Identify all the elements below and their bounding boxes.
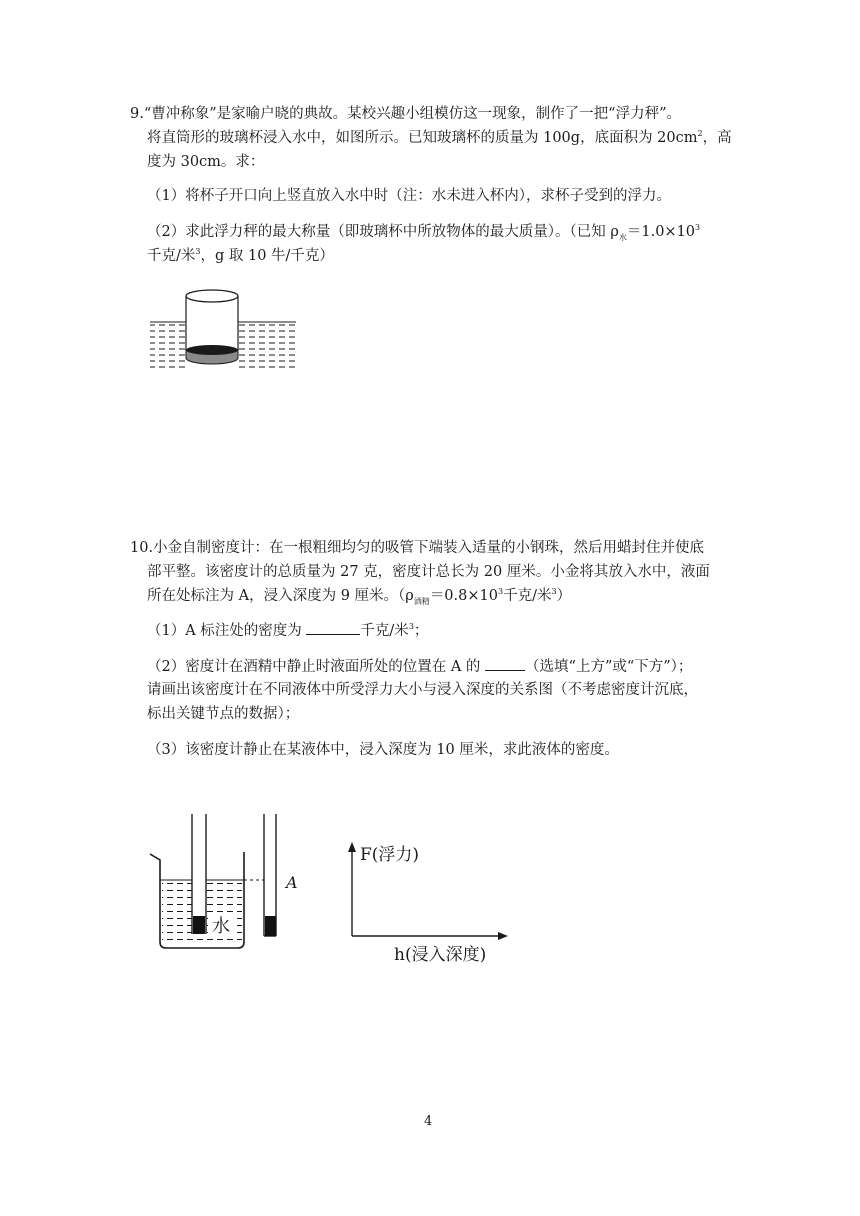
q9-unit: 千克/米 (147, 248, 196, 264)
q10-x-axis-arrow (498, 932, 508, 940)
q10-rho-subscript: 酒精 (413, 596, 430, 606)
q10-part-1 (147, 620, 428, 641)
q9-area-exponent: 2 (697, 129, 703, 139)
q9-rho-value: ＝1.0×10 (626, 224, 696, 240)
q10-part-2-text: （2）密度计在酒精中静止时液面所处的位置在 A 的 (147, 659, 481, 675)
q10-rho-exponent: 3 (497, 587, 504, 597)
q10-part-2-line-2: 请画出该密度计在不同液体中所受浮力大小与浸入深度的关系图（不考虑密度计沉底， (147, 682, 698, 698)
q10-rho-unit-exponent: 3 (551, 587, 557, 597)
q9-cup-rim (186, 290, 238, 302)
q9-line-2-tail: ，高 (702, 130, 732, 146)
q10-water-label: 水 (212, 916, 230, 937)
q10-line-3-close: ） (556, 588, 572, 604)
q10-part-1-text: （1）A 标注处的密度为 (147, 623, 302, 639)
q10-y-axis-arrow (348, 842, 356, 852)
q10-part-3: （3）该密度计静止在某液体中，浸入深度为 10 厘米，求此液体的密度。 (147, 742, 619, 758)
q10-x-axis-label: h(浸入深度) (394, 945, 487, 965)
q9-rho-exponent: 3 (695, 223, 701, 233)
q9-unit-exponent: 3 (195, 247, 201, 257)
page-number: 4 (424, 1114, 433, 1129)
q10-part-2-line-1 (147, 656, 692, 677)
q10-line-3-text: 所在处标注为 A，浸入深度为 9 厘米。（ρ (147, 588, 414, 604)
q10-figure-f-h-axes (340, 836, 520, 966)
q9-rho-subscript: 水 (618, 232, 627, 242)
q10-beaker-hydrometer-weight (193, 916, 205, 934)
q10-rho-value: ＝0.8×10 (429, 588, 498, 604)
q9-line-2 (147, 128, 732, 148)
q9-part-1: （1）将杯子开口向上竖直放入水中时（注：水未进入杯内），求杯子受到的浮力。 (147, 188, 671, 204)
q9-part-2-line-1 (147, 222, 700, 242)
q10-hydrometer-weight (265, 916, 276, 936)
q10-part-1-unit-exponent: 3 (408, 622, 414, 632)
q10-part-2-answer-blank[interactable] (485, 656, 525, 671)
q10-line-1: 10.小金自制密度计：在一根粗细均匀的吸管下端装入适量的小钢珠，然后用蜡封住并使底 (130, 540, 705, 556)
q10-part-2-line-3: 标出关键节点的数据）； (147, 706, 300, 722)
q10-y-axis-label: F(浮力) (360, 845, 420, 865)
q10-rho-unit: 千克/米 (503, 588, 552, 604)
q9-line-3: 度为 30cm。求： (147, 154, 265, 170)
q9-line-2-text: 将直筒形的玻璃杯浸入水中，如图所示。已知玻璃杯的质量为 100g，底面积为 20cm (147, 130, 698, 146)
q10-mark-a: A (286, 873, 298, 892)
q9-part-2-text: （2）求此浮力秤的最大称量（即玻璃杯中所放物体的最大质量）。（已知 ρ (147, 224, 619, 240)
q9-g-value: ，g 取 10 牛/千克） (200, 248, 334, 264)
q10-line-2: 部平整。该密度计的总质量为 27 克，密度计总长为 20 厘米。小金将其放入水中，液面 (147, 564, 710, 580)
q10-line-3 (147, 586, 571, 606)
q9-part-2-line-2 (147, 246, 334, 266)
q10-figure-hydrometer (146, 810, 306, 956)
q10-part-1-end: ； (413, 623, 429, 639)
q9-cup-bottom (186, 345, 238, 355)
q10-part-1-answer-blank[interactable] (306, 620, 360, 635)
q9-line-1: 9.“曹冲称象”是家喻户晓的典故。某校兴趣小组模仿这一现象，制作了一把“浮力秤”。 (130, 106, 681, 122)
q10-part-1-unit: 千克/米 (360, 623, 409, 639)
q9-figure-cup-in-water (148, 286, 298, 372)
q10-part-2-options: （选填“上方”或“下方”）； (525, 659, 693, 675)
